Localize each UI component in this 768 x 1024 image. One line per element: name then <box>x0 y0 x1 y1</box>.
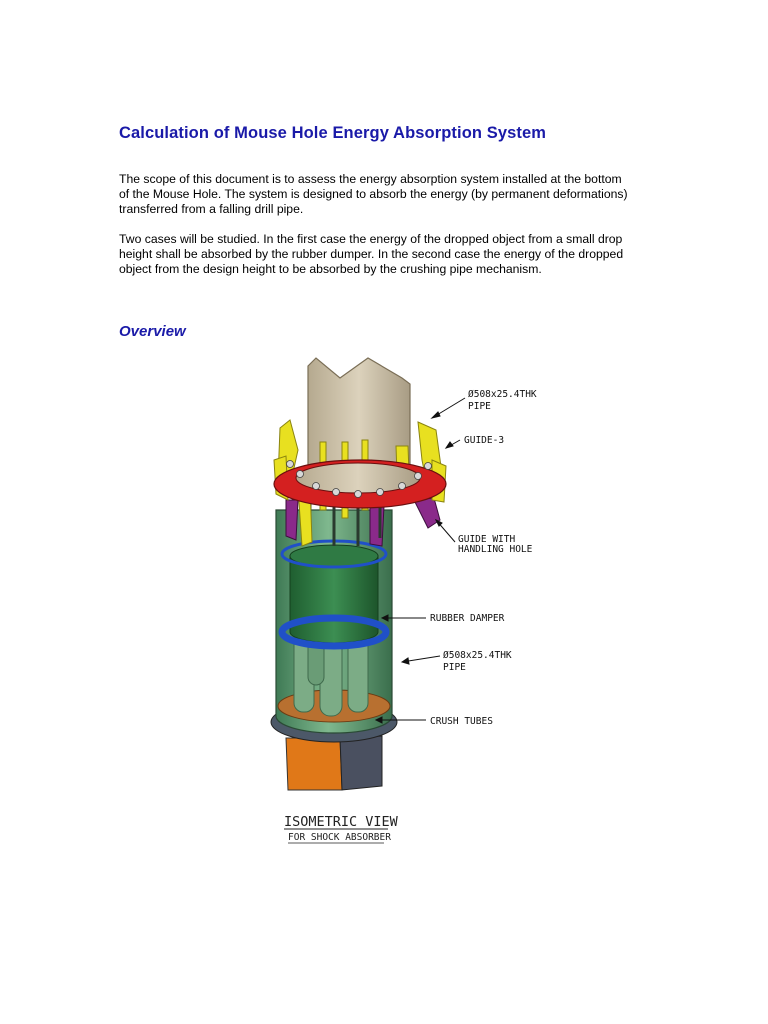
scope-line-3: transferred from a falling drill pipe. <box>119 202 304 216</box>
bottom-block <box>286 736 382 790</box>
cases-paragraph <box>119 232 659 277</box>
cases-line-1: Two cases will be studied. In the first case the energy of the dropped object from a small drop <box>119 232 623 246</box>
flange-ring <box>274 460 446 508</box>
cases-line-3: object from the design height to be absorbed by the crushing pipe mechanism. <box>119 262 542 276</box>
overview-heading: Overview <box>119 323 186 340</box>
callout-rubber-damper: RUBBER DAMPER <box>430 613 505 624</box>
callout-lower-pipe-dim: Ø508x25.4THK <box>443 650 512 661</box>
callout-top-pipe-dim: Ø508x25.4THK <box>468 389 537 400</box>
callout-guide-handling-2: HANDLING HOLE <box>458 544 533 555</box>
shock-absorber-drawing <box>250 350 550 850</box>
callout-lower-pipe-word: PIPE <box>443 662 466 673</box>
figure-caption-main: ISOMETRIC VIEW <box>284 814 398 830</box>
scope-line-1: The scope of this document is to assess the energy absorption system installed at the bottom <box>119 172 622 186</box>
callout-crush-tubes: CRUSH TUBES <box>430 716 493 727</box>
isometric-figure <box>250 350 550 850</box>
cases-line-2: height shall be absorbed by the rubber dumper. In the second case the energy of the dropped <box>119 247 624 261</box>
callout-top-pipe-word: PIPE <box>468 401 491 412</box>
document-title: Calculation of Mouse Hole Energy Absorption System <box>119 124 547 142</box>
rubber-damper <box>290 556 378 643</box>
callout-guide-3: GUIDE-3 <box>464 435 505 446</box>
scope-paragraph <box>119 172 659 217</box>
scope-line-2: of the Mouse Hole. The system is designed to absorb the energy (by permanent deformations) <box>119 187 628 201</box>
callout-guide-handling-1: GUIDE WITH <box>458 534 516 545</box>
figure-caption-sub: FOR SHOCK ABSORBER <box>288 832 391 843</box>
